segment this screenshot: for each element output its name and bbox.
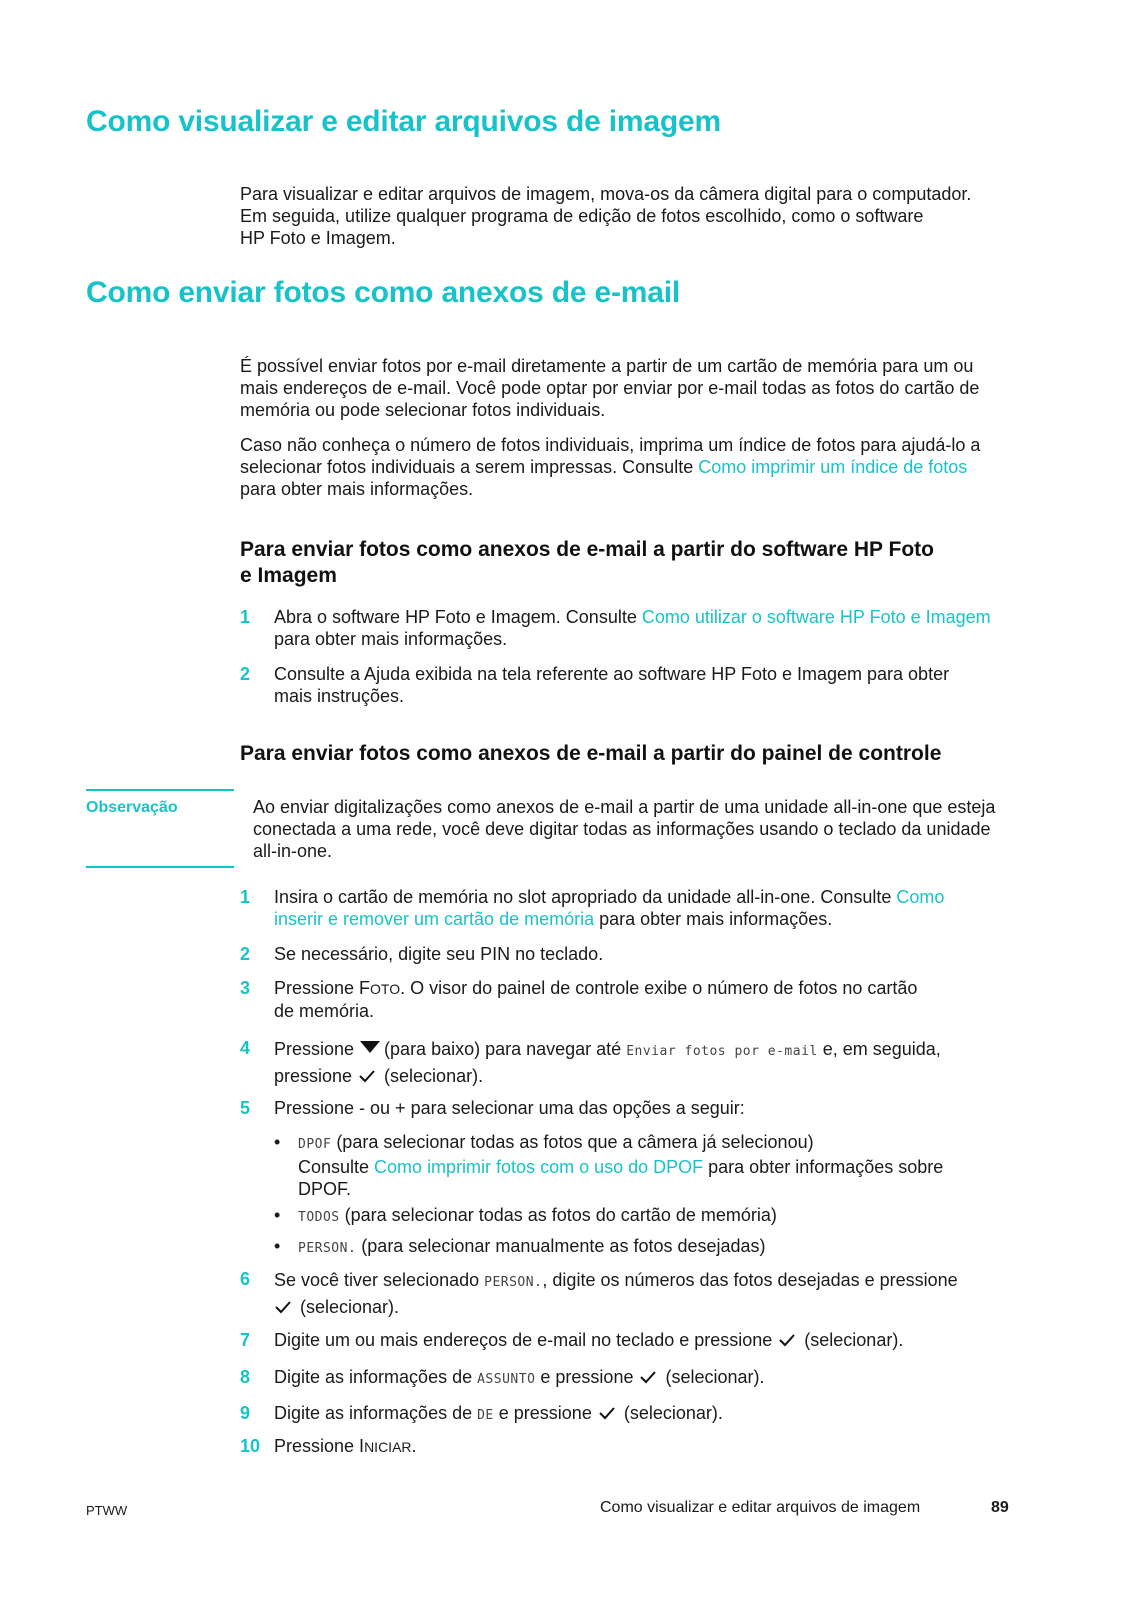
text-span: Digite as informações de: [274, 1403, 478, 1423]
note-text: [253, 796, 1103, 862]
text-span: selecionar fotos individuais a serem impressas. Consulte: [240, 457, 699, 477]
text-line: Ao enviar digitalizações como anexos de e-mail a partir de uma unidade all-in-one que esteja: [253, 797, 996, 817]
step-number: 4: [240, 1038, 251, 1058]
step-number: 2: [240, 664, 251, 684]
iniciar-key-label: NICIAR: [364, 1439, 412, 1455]
link-dpof[interactable]: Como imprimir fotos com o uso do DPOF: [374, 1157, 704, 1177]
text-span: (para selecionar todas as fotos do cartão de memória): [339, 1205, 777, 1225]
text-line: memória ou pode selecionar fotos individuais.: [240, 400, 606, 420]
text-span: para obter mais informações.: [594, 909, 833, 929]
step-number: 5: [240, 1098, 251, 1118]
text-span: e pressione: [535, 1367, 634, 1387]
text-span: Digite um ou mais endereços de e-mail no teclado e pressione: [274, 1330, 773, 1350]
step-number: 1: [240, 607, 251, 627]
text-span: Pressione: [274, 978, 360, 998]
text-span: (selecionar).: [665, 1367, 765, 1387]
text-line: [240, 456, 1100, 478]
down-arrow-icon: [360, 1041, 380, 1053]
note-bottom-rule: [86, 866, 234, 868]
bullet-item: [298, 1204, 777, 1229]
text-line: [274, 606, 1104, 628]
text-span: e, em seguida,: [817, 1039, 941, 1059]
bullet-dot: •: [274, 1132, 281, 1152]
lcd-text: DPOF: [298, 1137, 332, 1152]
link-photo-index[interactable]: Como imprimir um índice de fotos: [698, 457, 968, 477]
checkmark-icon: [274, 1300, 292, 1314]
step-text: [274, 1329, 903, 1351]
footer-left-code: PTWW: [86, 1503, 128, 1518]
checkmark-icon: [598, 1406, 616, 1420]
bullet-item: [298, 1131, 1108, 1200]
step-number: 2: [240, 944, 251, 964]
text-span: .: [411, 1436, 417, 1456]
subsection-title-line: Para enviar fotos como anexos de e-mail a partir do software HP Foto: [240, 538, 934, 561]
step-text: Se necessário, digite seu PIN no teclado.: [274, 944, 604, 964]
text-line: É possível enviar fotos por e-mail diretamente a partir de um cartão de memória para um ou: [240, 356, 974, 376]
section-title-view-edit: Como visualizar e editar arquivos de imagem: [86, 105, 721, 138]
lcd-text: DE: [477, 1408, 494, 1423]
step-number: 7: [240, 1330, 251, 1350]
text-line: [274, 908, 1104, 930]
step-text: [274, 1037, 1114, 1089]
checkmark-icon: [358, 1069, 376, 1083]
step-text: [274, 663, 1104, 707]
footer-title: Como visualizar e editar arquivos de imagem: [600, 1499, 921, 1516]
text-line: mais endereços de e-mail. Você pode optar por enviar por e-mail todas as fotos do cartão de: [240, 378, 980, 398]
step-text: [274, 1268, 1114, 1320]
section1-line: Em seguida, utilize qualquer programa de edição de fotos escolhido, como o software: [240, 206, 924, 226]
text-line: [274, 1037, 1114, 1064]
text-line: Consulte a Ajuda exibida na tela referente ao software HP Foto e Imagem para obter: [274, 664, 950, 684]
step-text: Pressione - ou + para selecionar uma das opções a seguir:: [274, 1098, 745, 1118]
text-line: [274, 886, 1104, 908]
text-line: [298, 1156, 1108, 1178]
lcd-text: Enviar fotos por e-mail: [626, 1044, 818, 1059]
section1-body: [240, 183, 1100, 249]
step-text: [274, 1402, 723, 1427]
subsection-title-software: [240, 537, 934, 589]
text-line: mais instruções.: [274, 686, 405, 706]
lcd-text: PERSON.: [484, 1275, 543, 1290]
text-span: Abra o software HP Foto e Imagem. Consulte: [274, 607, 642, 627]
text-span: (selecionar).: [384, 1066, 484, 1086]
step-number: 10: [240, 1436, 261, 1456]
lcd-text: PERSON.: [298, 1241, 357, 1256]
text-line: [274, 1064, 1114, 1089]
step-number: 8: [240, 1367, 251, 1387]
text-line: [298, 1131, 1108, 1156]
text-span: . O visor do painel de controle exibe o número de fotos no cartão: [400, 978, 918, 998]
text-span: Pressione: [274, 1436, 360, 1456]
bullet-dot: •: [274, 1205, 281, 1225]
note-top-rule: [86, 789, 234, 791]
text-line: de memória.: [274, 1001, 375, 1021]
text-line: Caso não conheça o número de fotos individuais, imprima um índice de fotos para ajudá-lo a: [240, 435, 981, 455]
subsection-title-line: e Imagem: [240, 564, 337, 587]
section-title-email: Como enviar fotos como anexos de e-mail: [86, 276, 681, 309]
step-number: 6: [240, 1269, 251, 1289]
text-line: [274, 977, 1104, 1000]
step-number: 1: [240, 887, 251, 907]
step-text: [274, 606, 1104, 650]
text-span: Pressione: [274, 1039, 355, 1059]
page-number: 89: [991, 1499, 1009, 1516]
text-span: para obter informações sobre: [703, 1157, 944, 1177]
section1-line: Para visualizar e editar arquivos de imagem, mova-os da câmera digital para o computador.: [240, 184, 972, 204]
text-span: pressione: [274, 1066, 353, 1086]
text-span: e pressione: [493, 1403, 592, 1423]
text-line: para obter mais informações.: [240, 479, 474, 499]
link-hp-photo-software[interactable]: Como utilizar o software HP Foto e Imagem: [641, 607, 991, 627]
text-line: conectada a uma rede, você deve digitar todas as informações usando o teclado da unidade: [253, 819, 991, 839]
text-span: (selecionar).: [804, 1330, 904, 1350]
text-line: [274, 1295, 1114, 1320]
lcd-text: TODOS: [298, 1210, 340, 1225]
text-line: para obter mais informações.: [274, 629, 508, 649]
section1-line: HP Foto e Imagem.: [240, 228, 396, 248]
bullet-dot: •: [274, 1236, 281, 1256]
subsection-title-control-panel: Para enviar fotos como anexos de e-mail a partir do painel de controle: [240, 742, 942, 765]
step-text: [274, 1435, 417, 1458]
checkmark-icon: [639, 1370, 657, 1384]
bullet-item: [298, 1235, 766, 1260]
step-text: [274, 977, 1104, 1022]
text-line: [274, 1268, 1114, 1295]
link-insert-memory-card[interactable]: Como: [896, 887, 945, 907]
text-span: Se você tiver selecionado: [274, 1270, 485, 1290]
section2-paragraph-1: [240, 355, 1100, 421]
text-span: Digite as informações de: [274, 1367, 478, 1387]
section2-paragraph-2: [240, 434, 1100, 500]
text-span: (selecionar).: [623, 1403, 723, 1423]
lcd-text: ASSUNTO: [477, 1372, 536, 1387]
text-span: Insira o cartão de memória no slot apropriado da unidade all-in-one. Consulte: [274, 887, 897, 907]
checkmark-icon: [778, 1333, 796, 1347]
text-span: , digite os números das fotos desejadas e pressione: [542, 1270, 958, 1290]
foto-key-label: OTO: [370, 981, 401, 997]
link-insert-memory-card[interactable]: inserir e remover um cartão de memória: [274, 909, 595, 929]
iniciar-key-label: I: [359, 1436, 365, 1456]
step-text: [274, 1366, 765, 1391]
step-number: 9: [240, 1403, 251, 1423]
text-span: (para selecionar todas as fotos que a câmera já selecionou): [331, 1132, 814, 1152]
text-line: DPOF.: [298, 1179, 352, 1199]
step-text: [274, 886, 1104, 930]
text-span: Consulte: [298, 1157, 375, 1177]
step-number: 3: [240, 978, 251, 998]
text-span: (para baixo) para navegar até: [384, 1039, 627, 1059]
text-span: (selecionar).: [300, 1297, 400, 1317]
note-label: Observação: [86, 799, 178, 816]
foto-key-label: F: [359, 978, 371, 998]
text-line: all-in-one.: [253, 841, 333, 861]
text-span: (para selecionar manualmente as fotos desejadas): [356, 1236, 766, 1256]
